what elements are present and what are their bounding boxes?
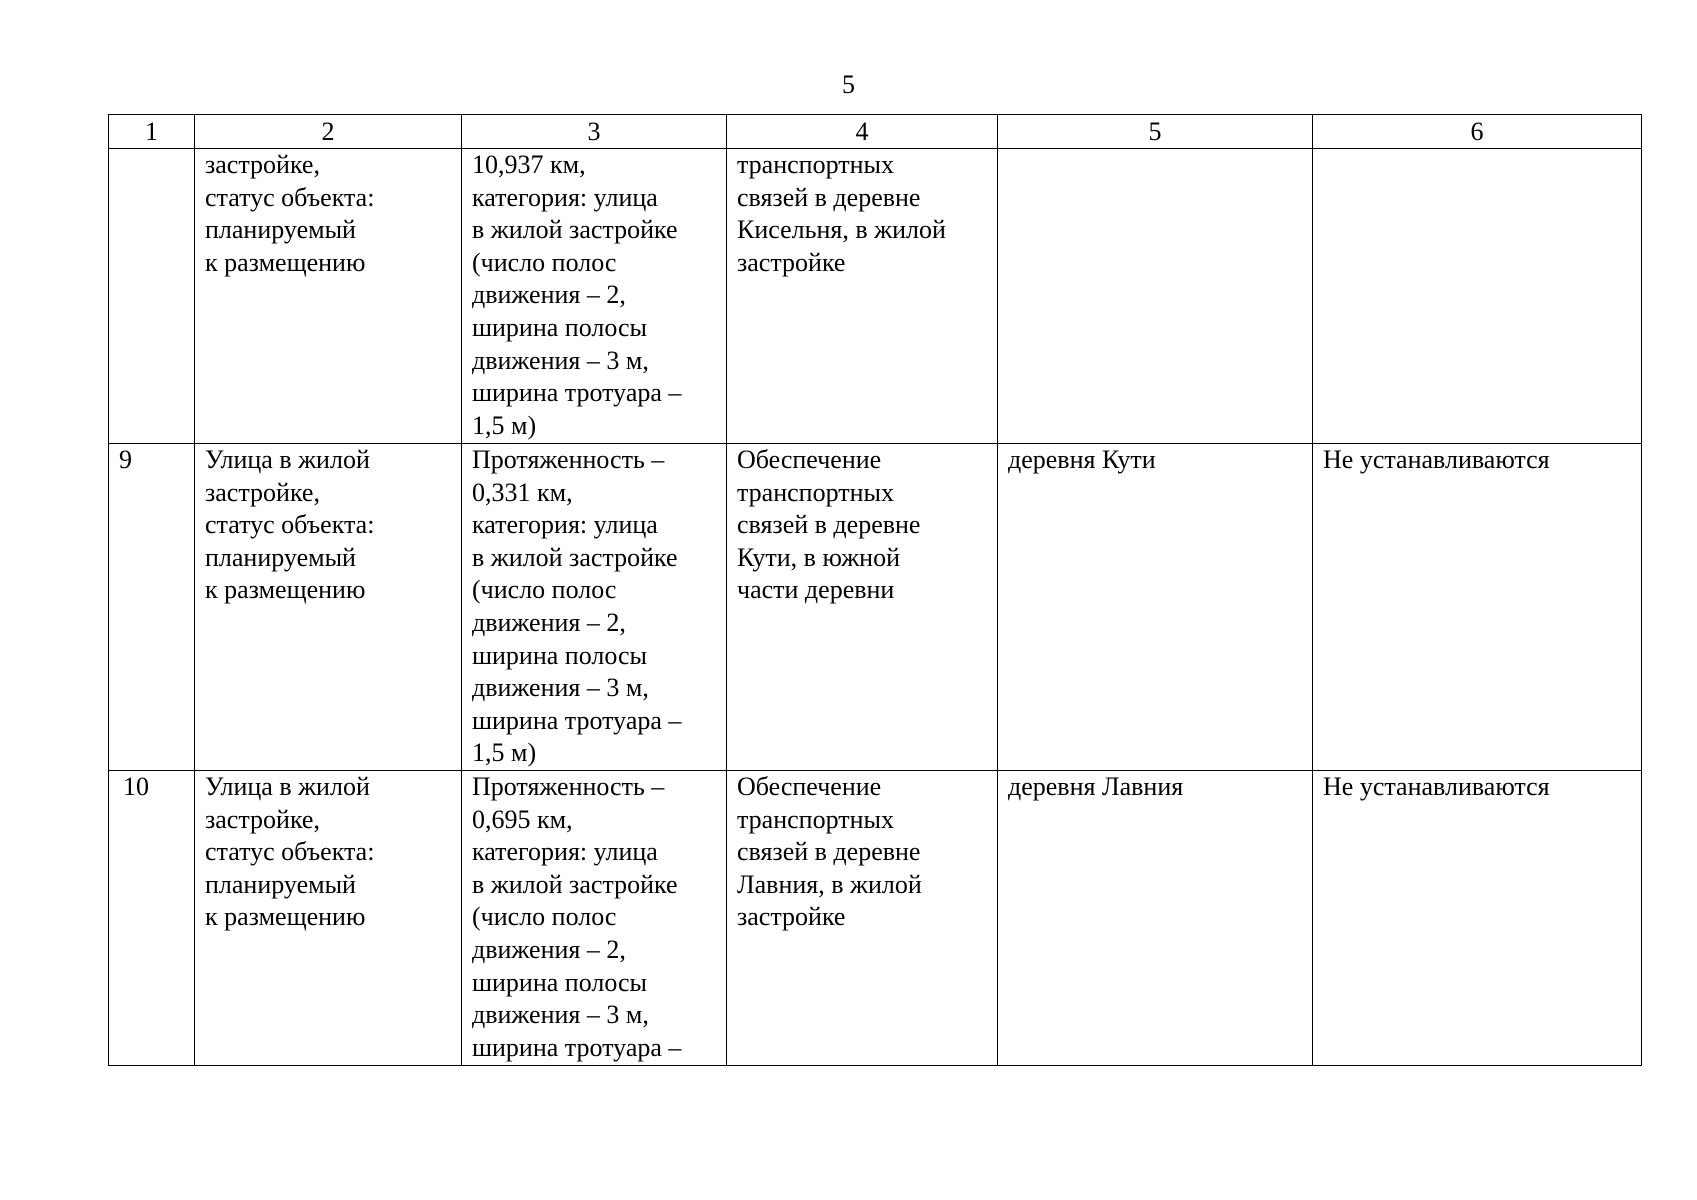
cell-text-line: категория: улица bbox=[472, 182, 658, 212]
zone-characteristics-cell bbox=[1313, 771, 1642, 1066]
cell-text-line: к размещению bbox=[205, 902, 366, 932]
cell-text-line: связей в деревне bbox=[737, 182, 921, 212]
cell-text-line: категория: улица bbox=[472, 837, 658, 867]
cell-text-line: связей в деревне bbox=[737, 510, 921, 540]
cell-text-line: (число полос bbox=[472, 247, 617, 277]
cell-text-line: транспортных bbox=[737, 477, 894, 507]
header-col-2: 2 bbox=[195, 115, 462, 149]
cell-text-line: Улица в жилой bbox=[205, 772, 370, 801]
cell-text-line: ширина тротуара – bbox=[472, 1032, 682, 1062]
cell-text-line: планируемый bbox=[205, 542, 356, 572]
cell-text-line: Лавния, в жилой bbox=[737, 869, 922, 899]
cell-text-line: в жилой застройке bbox=[472, 869, 678, 899]
cell-text-line: Кути, в южной bbox=[737, 542, 901, 572]
object-characteristics-cell bbox=[462, 149, 727, 444]
cell-text-line: планируемый bbox=[205, 869, 356, 899]
header-col-5: 5 bbox=[998, 115, 1313, 149]
cell-text-line: в жилой застройке bbox=[472, 542, 678, 572]
cell-text-line: ширина тротуара – bbox=[472, 705, 682, 735]
object-location-cell bbox=[998, 149, 1313, 444]
cell-text-line: деревня Кути bbox=[1008, 445, 1156, 474]
cell-text-line: статус объекта: bbox=[205, 510, 375, 540]
cell-text-line: застройке bbox=[737, 247, 846, 277]
cell-text-line: статус объекта: bbox=[205, 182, 375, 212]
cell-text-line: застройке, bbox=[205, 150, 320, 179]
header-col-6: 6 bbox=[1313, 115, 1642, 149]
cell-text-line: (число полос bbox=[472, 575, 617, 605]
cell-text-line: планируемый bbox=[205, 215, 356, 245]
cell-text-line: Не устанавливаются bbox=[1323, 772, 1550, 801]
object-name-cell bbox=[195, 149, 462, 444]
cell-text-line: Улица в жилой bbox=[205, 445, 370, 474]
cell-text-line: Протяженность – bbox=[472, 445, 665, 474]
header-row bbox=[109, 115, 1642, 149]
object-characteristics-cell bbox=[462, 771, 727, 1066]
cell-text-line: Обеспечение bbox=[737, 772, 882, 801]
object-name-cell bbox=[195, 444, 462, 771]
page-number: 5 bbox=[842, 70, 855, 99]
cell-text-line: к размещению bbox=[205, 575, 366, 605]
row-number-cell: 9 bbox=[109, 444, 195, 771]
zone-characteristics-cell bbox=[1313, 444, 1642, 771]
cell-text-line: движения – 3 м, bbox=[472, 1000, 649, 1030]
zone-characteristics-cell bbox=[1313, 149, 1642, 444]
table-row bbox=[109, 149, 1642, 444]
cell-text-line: (число полос bbox=[472, 902, 617, 932]
cell-text-line: 0,331 км, bbox=[472, 477, 573, 507]
header-col-1: 1 bbox=[109, 115, 195, 149]
cell-text-line: Не устанавливаются bbox=[1323, 445, 1550, 474]
cell-text-line: 1,5 м) bbox=[472, 738, 537, 768]
cell-text-line: статус объекта: bbox=[205, 837, 375, 867]
cell-text-line: деревня Лавния bbox=[1008, 772, 1184, 801]
header-col-4: 4 bbox=[727, 115, 998, 149]
object-purpose-cell bbox=[727, 444, 998, 771]
cell-text-line: категория: улица bbox=[472, 510, 658, 540]
table-row bbox=[109, 771, 1642, 1066]
cell-text-line: застройке, bbox=[205, 804, 320, 834]
cell-text-line: транспортных bbox=[737, 150, 894, 179]
cell-text-line: к размещению bbox=[205, 247, 366, 277]
cell-text-line: транспортных bbox=[737, 804, 894, 834]
cell-text-line: 1,5 м) bbox=[472, 410, 537, 440]
object-name-cell bbox=[195, 771, 462, 1066]
cell-text-line: ширина полосы bbox=[472, 967, 648, 997]
object-purpose-cell bbox=[727, 771, 998, 1066]
cell-text-line: ширина полосы bbox=[472, 312, 648, 342]
row-number-cell: 10 bbox=[109, 771, 195, 1066]
cell-text-line: части деревни bbox=[737, 575, 895, 605]
row-number-cell bbox=[109, 149, 195, 444]
cell-text-line: ширина полосы bbox=[472, 640, 648, 670]
cell-text-line: движения – 2, bbox=[472, 934, 626, 964]
cell-text-line: Кисельня, в жилой bbox=[737, 215, 946, 245]
object-location-cell bbox=[998, 444, 1313, 771]
data-table bbox=[108, 114, 1642, 1066]
object-characteristics-cell bbox=[462, 444, 727, 771]
cell-text-line: в жилой застройке bbox=[472, 215, 678, 245]
cell-text-line: связей в деревне bbox=[737, 837, 921, 867]
cell-text-line: движения – 2, bbox=[472, 607, 626, 637]
object-purpose-cell bbox=[727, 149, 998, 444]
cell-text-line: ширина тротуара – bbox=[472, 378, 682, 408]
cell-text-line: застройке bbox=[737, 902, 846, 932]
header-col-3: 3 bbox=[462, 115, 727, 149]
cell-text-line: движения – 3 м, bbox=[472, 673, 649, 703]
cell-text-line: движения – 3 м, bbox=[472, 345, 649, 375]
cell-text-line: Обеспечение bbox=[737, 445, 882, 474]
cell-text-line: Протяженность – bbox=[472, 772, 665, 801]
cell-text-line: 10,937 км, bbox=[472, 150, 586, 179]
table-row bbox=[109, 444, 1642, 771]
cell-text-line: движения – 2, bbox=[472, 280, 626, 310]
object-location-cell bbox=[998, 771, 1313, 1066]
cell-text-line: 0,695 км, bbox=[472, 804, 573, 834]
cell-text-line: застройке, bbox=[205, 477, 320, 507]
